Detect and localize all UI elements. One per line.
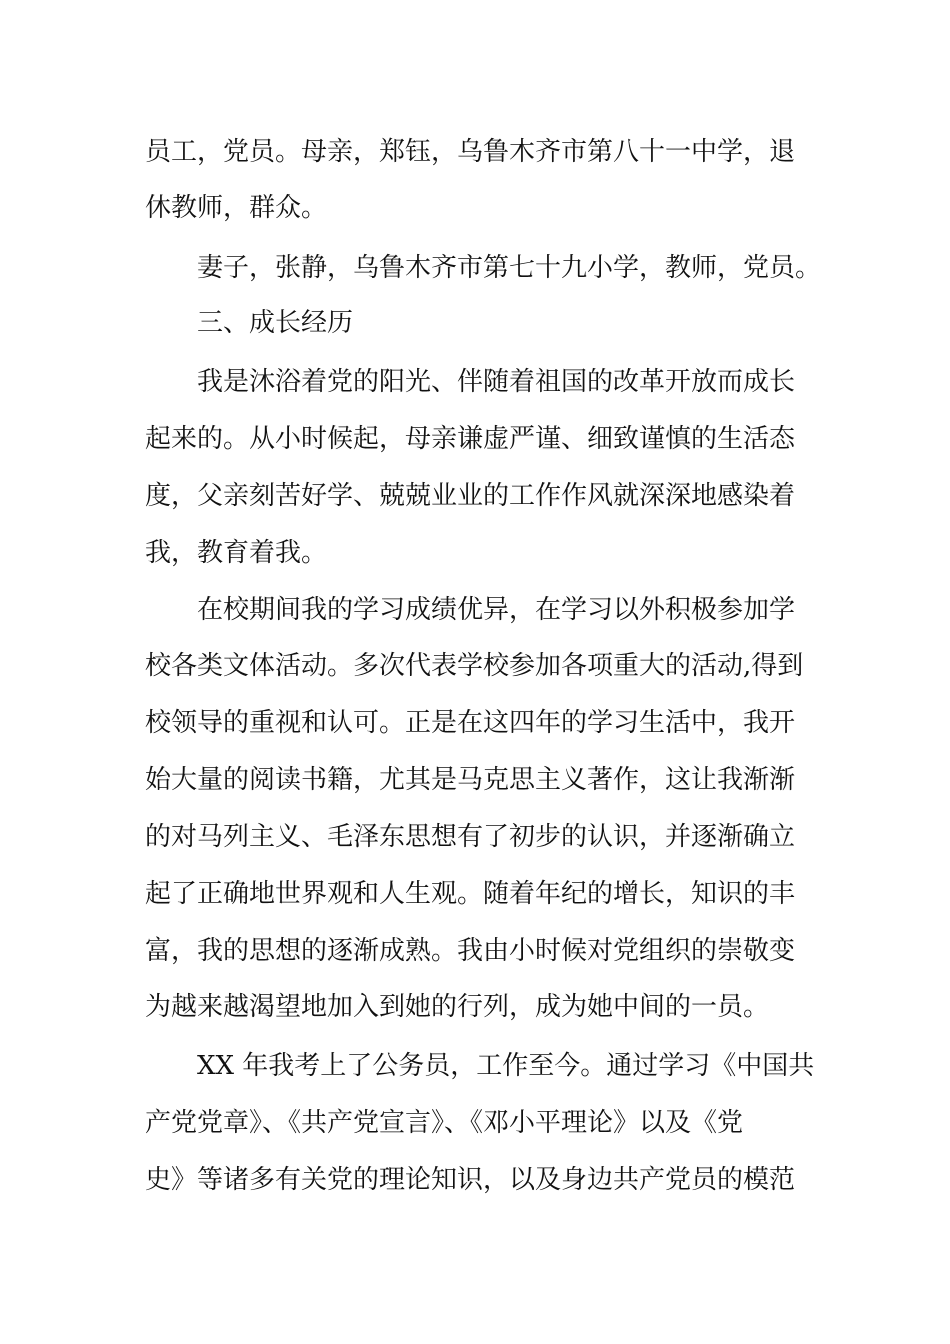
text-line: 休教师，群众。	[145, 193, 328, 223]
text-line: 妻子，张静，乌鲁木齐市第七十九小学，教师，党员。	[197, 253, 822, 283]
text-line: 在校期间我的学习成绩优异，在学习以外积极参加学	[197, 595, 796, 625]
text-line: 起了正确地世界观和人生观。随着年纪的增长，知识的丰	[145, 879, 796, 909]
text-line: 校领导的重视和认可。正是在这四年的学习生活中，我开	[145, 708, 796, 738]
text-line: 产党党章》、《共产党宣言》、《邓小平理论》以及《党	[145, 1108, 744, 1138]
text-line: 度，父亲刻苦好学、兢兢业业的工作作风就深深地感染着	[145, 481, 796, 511]
text-line: 为越来越渴望地加入到她的行列，成为她中间的一员。	[145, 992, 770, 1022]
text-line: XX 年我考上了公务员，工作至今。通过学习《中国共	[197, 1051, 815, 1081]
text-line: 富，我的思想的逐渐成熟。我由小时候对党组织的崇敬变	[145, 936, 796, 966]
text-line: 史》等诸多有关党的理论知识，以及身边共产党员的模范	[145, 1165, 796, 1195]
section-heading: 三、成长经历	[197, 308, 354, 338]
text-line: 起来的。从小时候起，母亲谦虚严谨、细致谨慎的生活态	[145, 424, 796, 454]
text-line: 始大量的阅读书籍，尤其是马克思主义著作，这让我渐渐	[145, 765, 796, 795]
text-line: 员工，党员。母亲，郑钰，乌鲁木齐市第八十一中学，退	[145, 137, 796, 167]
text-line: 我是沐浴着党的阳光、伴随着祖国的改革开放而成长	[197, 367, 796, 397]
text-line: 我，教育着我。	[145, 538, 328, 568]
text-line: 校各类文体活动。多次代表学校参加各项重大的活动,得到	[145, 651, 804, 681]
text-line: 的对马列主义、毛泽东思想有了初步的认识，并逐渐确立	[145, 822, 796, 852]
